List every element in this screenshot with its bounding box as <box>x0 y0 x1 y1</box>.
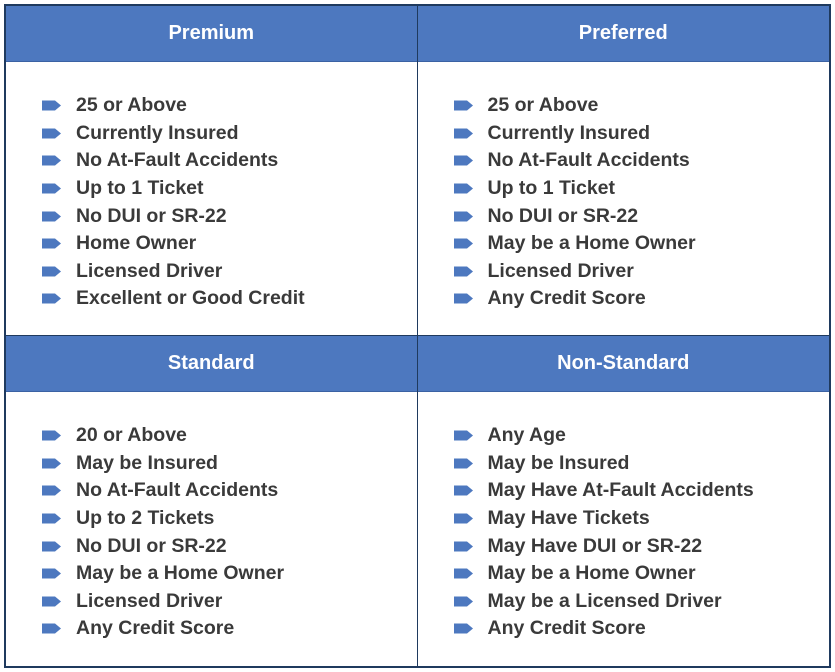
list-item-label: Any Age <box>487 424 566 447</box>
arrow-bullet-icon <box>40 237 64 250</box>
list-item-label: May be Insured <box>487 451 630 474</box>
arrow-bullet-icon <box>452 210 476 223</box>
tier-standard <box>6 336 418 666</box>
arrow-bullet-icon <box>452 237 476 250</box>
list-item-label: Licensed Driver <box>76 589 223 612</box>
list-item-label: May be a Home Owner <box>487 562 696 585</box>
list-item-label: No At-Fault Accidents <box>76 149 279 172</box>
arrow-bullet-icon <box>452 567 476 580</box>
arrow-bullet-icon <box>40 182 64 195</box>
list-item-label: May Have DUI or SR-22 <box>487 534 703 557</box>
list-item <box>452 505 830 533</box>
tier-preferred-list <box>418 62 830 313</box>
list-item <box>40 175 417 203</box>
list-item-label: May Have At-Fault Accidents <box>487 479 754 502</box>
list-item <box>40 588 417 616</box>
list-item-label: Home Owner <box>76 232 197 255</box>
list-item-label: May Have Tickets <box>487 507 650 530</box>
insurance-tier-table <box>4 4 831 668</box>
arrow-bullet-icon <box>40 292 64 305</box>
arrow-bullet-icon <box>40 540 64 553</box>
list-item-label: Up to 2 Tickets <box>76 507 215 530</box>
tier-non-standard-title: Non-Standard <box>418 336 830 392</box>
list-item <box>40 285 417 313</box>
arrow-bullet-icon <box>40 484 64 497</box>
list-item-label: 25 or Above <box>487 94 599 117</box>
arrow-bullet-icon <box>452 484 476 497</box>
list-item <box>452 422 830 450</box>
tier-preferred <box>418 6 830 336</box>
arrow-bullet-icon <box>40 210 64 223</box>
arrow-bullet-icon <box>40 429 64 442</box>
list-item <box>452 450 830 478</box>
list-item-label: No DUI or SR-22 <box>487 204 639 227</box>
list-item-label: Any Credit Score <box>76 617 235 640</box>
list-item-label: Excellent or Good Credit <box>76 287 305 310</box>
list-item-label: No At-Fault Accidents <box>76 479 279 502</box>
tier-non-standard-list <box>418 392 830 643</box>
list-item-label: No DUI or SR-22 <box>76 204 227 227</box>
arrow-bullet-icon <box>452 154 476 167</box>
tier-premium-title: Premium <box>6 6 417 62</box>
list-item <box>40 230 417 258</box>
arrow-bullet-icon <box>40 265 64 278</box>
list-item-label: May be Insured <box>76 451 218 474</box>
list-item <box>40 450 417 478</box>
list-item <box>40 202 417 230</box>
list-item-label: Any Credit Score <box>487 617 646 640</box>
arrow-bullet-icon <box>452 595 476 608</box>
arrow-bullet-icon <box>452 540 476 553</box>
list-item-label: Up to 1 Ticket <box>487 177 616 200</box>
arrow-bullet-icon <box>40 154 64 167</box>
list-item-label: Currently Insured <box>487 121 651 144</box>
arrow-bullet-icon <box>40 457 64 470</box>
arrow-bullet-icon <box>452 512 476 525</box>
list-item <box>40 422 417 450</box>
list-item-label: 20 or Above <box>76 424 187 447</box>
list-item <box>40 92 417 120</box>
list-item-label: No DUI or SR-22 <box>76 534 227 557</box>
arrow-bullet-icon <box>40 512 64 525</box>
list-item <box>40 615 417 643</box>
list-item <box>452 230 830 258</box>
list-item-label: May be a Home Owner <box>76 562 285 585</box>
list-item <box>40 120 417 148</box>
tier-premium <box>6 6 418 336</box>
list-item <box>452 285 830 313</box>
list-item <box>452 258 830 286</box>
list-item-label: Up to 1 Ticket <box>76 177 204 200</box>
list-item-label: May be a Licensed Driver <box>487 589 722 612</box>
list-item-label: Any Credit Score <box>487 287 646 310</box>
tier-preferred-title: Preferred <box>418 6 830 62</box>
list-item-label: May be a Home Owner <box>487 232 696 255</box>
list-item <box>40 147 417 175</box>
arrow-bullet-icon <box>452 457 476 470</box>
list-item <box>452 202 830 230</box>
arrow-bullet-icon <box>40 99 64 112</box>
list-item <box>452 532 830 560</box>
arrow-bullet-icon <box>40 622 64 635</box>
list-item <box>452 477 830 505</box>
list-item <box>40 532 417 560</box>
arrow-bullet-icon <box>452 99 476 112</box>
tier-premium-list <box>6 62 417 313</box>
list-item-label: Licensed Driver <box>487 259 634 282</box>
list-item <box>452 588 830 616</box>
list-item-label: Licensed Driver <box>76 259 223 282</box>
arrow-bullet-icon <box>452 622 476 635</box>
list-item <box>452 560 830 588</box>
list-item <box>452 147 830 175</box>
list-item <box>40 505 417 533</box>
arrow-bullet-icon <box>452 182 476 195</box>
list-item-label: No At-Fault Accidents <box>487 149 690 172</box>
tier-non-standard <box>418 336 830 666</box>
list-item-label: Currently Insured <box>76 121 239 144</box>
list-item <box>452 92 830 120</box>
arrow-bullet-icon <box>452 429 476 442</box>
list-item-label: 25 or Above <box>76 94 187 117</box>
arrow-bullet-icon <box>452 265 476 278</box>
arrow-bullet-icon <box>40 127 64 140</box>
arrow-bullet-icon <box>40 595 64 608</box>
tier-standard-list <box>6 392 417 643</box>
list-item <box>40 560 417 588</box>
arrow-bullet-icon <box>452 127 476 140</box>
list-item <box>452 175 830 203</box>
arrow-bullet-icon <box>40 567 64 580</box>
list-item <box>452 120 830 148</box>
list-item <box>40 258 417 286</box>
tier-standard-title: Standard <box>6 336 417 392</box>
arrow-bullet-icon <box>452 292 476 305</box>
list-item <box>40 477 417 505</box>
list-item <box>452 615 830 643</box>
